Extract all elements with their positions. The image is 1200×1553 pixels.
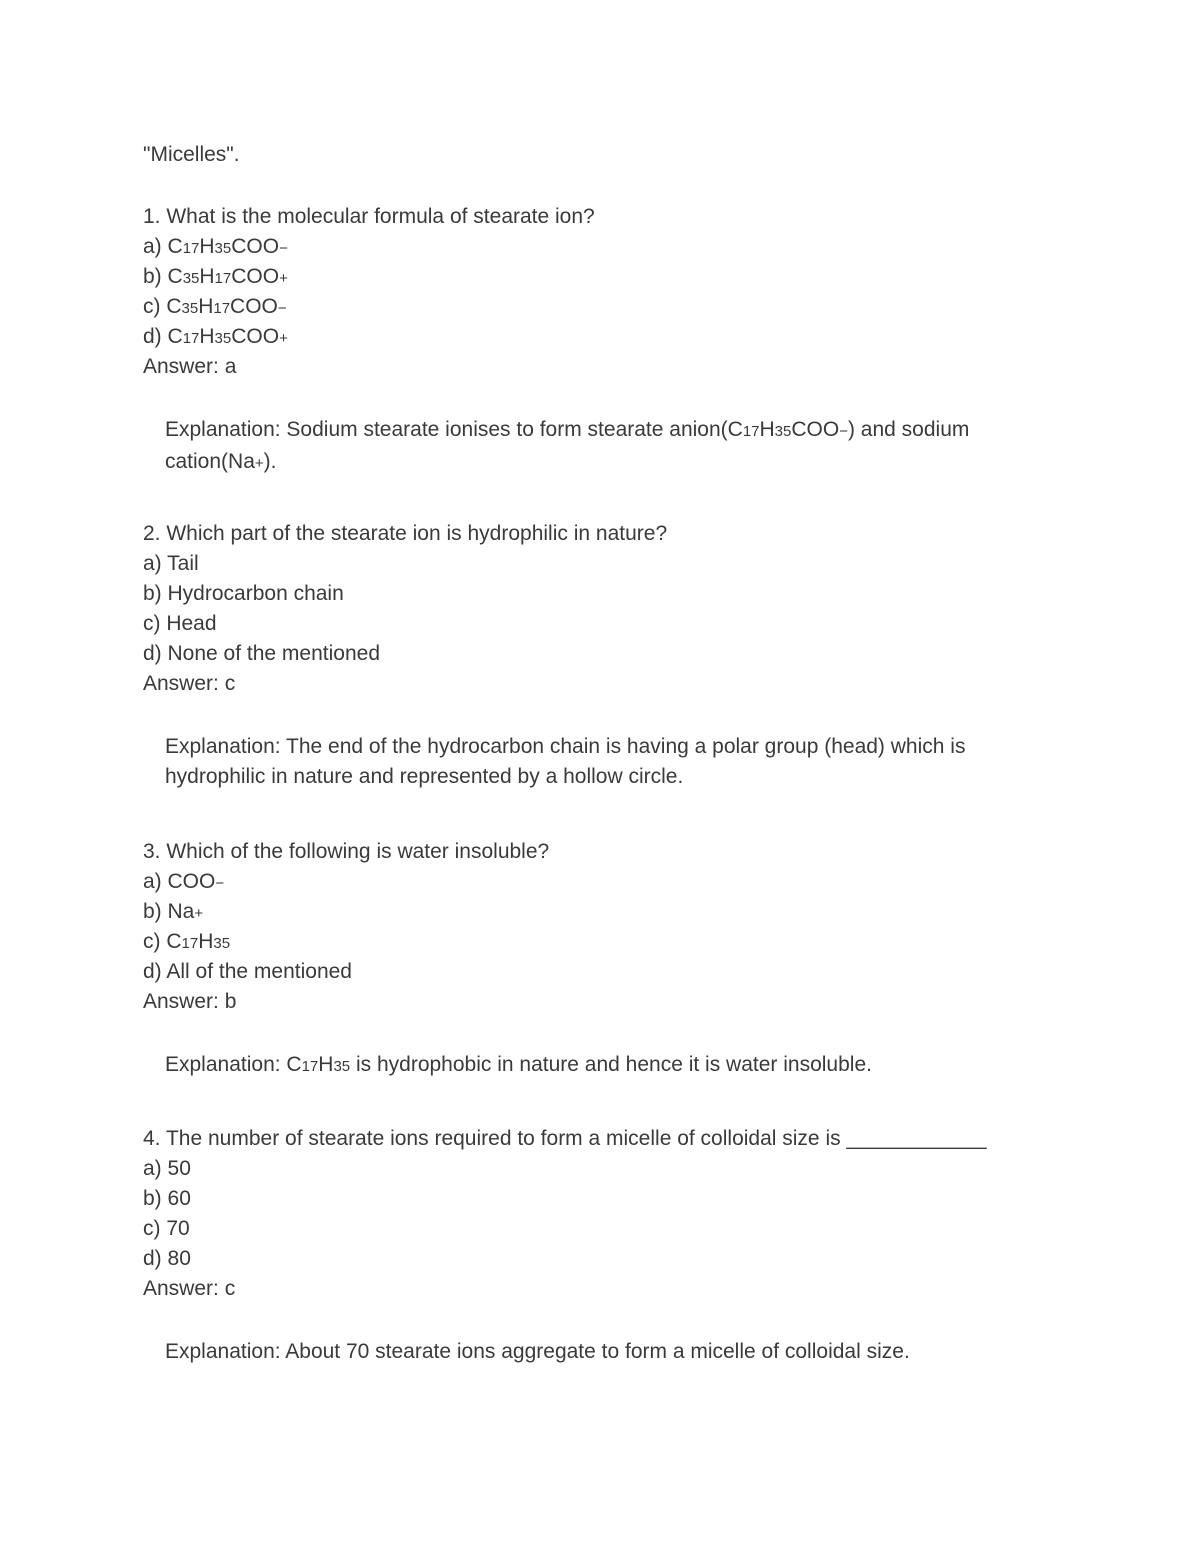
text-run: C — [166, 295, 182, 318]
text-run: C — [166, 930, 182, 953]
formula-subscript: 17 — [742, 423, 760, 440]
text-run: H — [318, 1053, 334, 1076]
option-prefix: b) — [143, 1187, 168, 1210]
text-run: is hydrophobic in nature and hence it is water insoluble. — [350, 1053, 872, 1076]
formula-subscript: − — [215, 875, 225, 892]
explanation-line — [165, 1050, 1065, 1082]
text-run: Na — [167, 900, 195, 923]
answer-key: Answer: c — [143, 1277, 236, 1300]
option-prefix: d) — [143, 1247, 168, 1270]
text-run: None of the mentioned — [167, 642, 380, 665]
option-prefix: d) — [143, 325, 168, 348]
option-prefix: a) — [143, 552, 168, 575]
formula-subscript: + — [194, 905, 204, 922]
option-prefix: c) — [143, 930, 167, 953]
answer-option — [143, 1154, 191, 1184]
text-run: Tail — [167, 552, 199, 575]
text-run: H — [198, 295, 214, 318]
formula-subscript: + — [254, 455, 264, 472]
text-run: 80 — [167, 1247, 191, 1270]
answer-key: Answer: c — [143, 672, 236, 695]
answer-key: Answer: b — [143, 990, 237, 1013]
text-run: hydrophilic in nature and represented by a hollow circle. — [165, 765, 684, 788]
explanation-line — [165, 447, 1065, 479]
answer-option — [143, 927, 230, 957]
option-prefix: b) — [143, 582, 168, 605]
explanation-line — [165, 1337, 1065, 1367]
formula-subscript: 35 — [181, 300, 199, 317]
explanation-line — [165, 415, 1065, 447]
option-prefix: c) — [143, 295, 167, 318]
explanation — [165, 1050, 1065, 1082]
answer-option — [143, 957, 352, 987]
question-text: 4. The number of stearate ions required to form a micelle of colloidal size is ____________ — [143, 1127, 987, 1150]
answer-option — [143, 232, 288, 262]
formula-subscript: − — [279, 240, 288, 257]
text-run: COO — [791, 418, 840, 441]
text-run: COO — [167, 870, 216, 893]
text-run: ) and sodium — [847, 418, 970, 441]
option-prefix: d) — [143, 960, 167, 983]
text-run: COO — [231, 235, 280, 258]
question-text: 2. Which part of the stearate ion is hydrophilic in nature? — [143, 522, 668, 545]
formula-subscript: + — [279, 330, 288, 347]
formula-subscript: − — [277, 300, 287, 317]
text-run: Explanation: Sodium stearate ionises to form stearate anion(C — [165, 418, 743, 441]
explanation — [165, 732, 1065, 792]
formula-subscript: 17 — [214, 270, 232, 287]
page-title: "Micelles". — [143, 143, 240, 166]
text-run: C — [167, 235, 183, 258]
text-run: C — [167, 265, 183, 288]
formula-subscript: 17 — [301, 1058, 319, 1075]
answer-option — [143, 322, 288, 352]
explanation — [165, 415, 1065, 479]
answer-option — [143, 1184, 191, 1214]
formula-subscript: 35 — [182, 270, 200, 287]
question-text: 3. Which of the following is water insoluble? — [143, 840, 550, 863]
option-prefix: a) — [143, 870, 168, 893]
option-prefix: b) — [143, 265, 168, 288]
formula-subscript: 17 — [213, 300, 231, 317]
text-run: 60 — [167, 1187, 191, 1210]
answer-option — [143, 639, 380, 669]
option-prefix: c) — [143, 612, 167, 635]
option-prefix: b) — [143, 900, 168, 923]
text-run: H — [199, 265, 215, 288]
answer-option — [143, 609, 217, 639]
formula-subscript: 35 — [214, 330, 232, 347]
explanation — [165, 1337, 1065, 1367]
answer-option — [143, 1244, 191, 1274]
explanation-line — [165, 762, 1065, 792]
option-prefix: a) — [143, 1157, 168, 1180]
text-run: H — [199, 325, 215, 348]
option-prefix: c) — [143, 1217, 167, 1240]
formula-subscript: 35 — [774, 423, 792, 440]
answer-option — [143, 292, 287, 322]
text-run: COO — [230, 295, 278, 318]
formula-subscript: + — [279, 270, 288, 287]
formula-subscript: 17 — [182, 240, 200, 257]
text-run: COO — [231, 325, 280, 348]
text-run: Head — [166, 612, 217, 635]
answer-option — [143, 897, 203, 927]
text-run: COO — [231, 265, 280, 288]
text-run: H — [759, 418, 775, 441]
question-text: 1. What is the molecular formula of stearate ion? — [143, 205, 595, 228]
text-run: 50 — [167, 1157, 191, 1180]
text-run: 70 — [166, 1217, 190, 1240]
text-run: Explanation: C — [165, 1053, 302, 1076]
formula-subscript: 17 — [181, 935, 199, 952]
text-run: H — [199, 235, 215, 258]
answer-option — [143, 579, 344, 609]
text-run: Hydrocarbon chain — [167, 582, 344, 605]
text-run: C — [167, 325, 183, 348]
text-run: cation(Na — [165, 450, 255, 473]
option-prefix: d) — [143, 642, 168, 665]
formula-subscript: − — [839, 423, 848, 440]
answer-option — [143, 867, 224, 897]
text-run: All of the mentioned — [166, 960, 352, 983]
option-prefix: a) — [143, 235, 168, 258]
text-run: H — [198, 930, 214, 953]
answer-key: Answer: a — [143, 355, 237, 378]
answer-option — [143, 262, 288, 292]
formula-subscript: 35 — [214, 240, 232, 257]
text-run: Explanation: About 70 stearate ions aggregate to form a micelle of colloidal size. — [165, 1340, 910, 1363]
formula-subscript: 17 — [182, 330, 200, 347]
text-run: Explanation: The end of the hydrocarbon chain is having a polar group (head) which is — [165, 735, 966, 758]
answer-option — [143, 549, 199, 579]
formula-subscript: 35 — [333, 1058, 351, 1075]
answer-option — [143, 1214, 190, 1244]
explanation-line — [165, 732, 1065, 762]
text-run: ). — [263, 450, 277, 473]
formula-subscript: 35 — [213, 935, 231, 952]
